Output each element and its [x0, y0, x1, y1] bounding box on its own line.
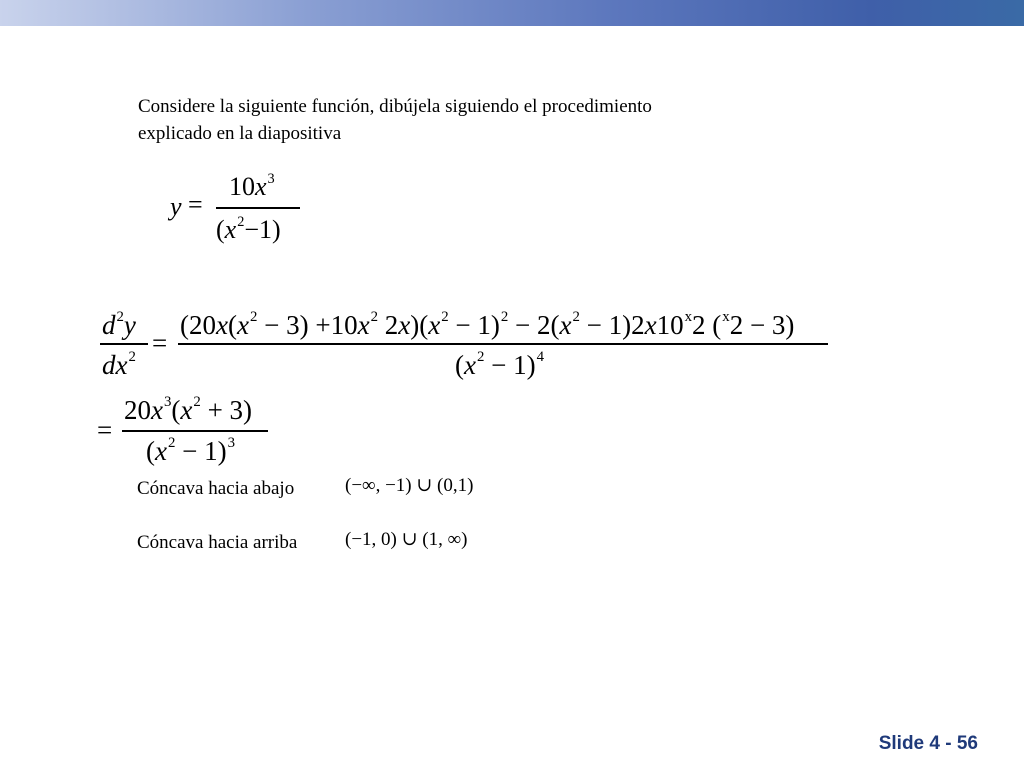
derivative-numerator: ($20x(x^2 - 3) +10x^2$ $2x)(x^2 - 1)^2 - 2(x^2 - 1)2x10^x2$ ($^x$2 − 3)	[180, 309, 795, 340]
slide-number: Slide 4 - 56	[878, 733, 978, 754]
derivative-fraction-bar	[178, 343, 828, 345]
derivative-lhs-numerator: $d^2y$	[102, 309, 136, 340]
simplified-denominator: $(x^2 - 1)^3$	[146, 435, 236, 466]
function-fraction-bar	[216, 207, 300, 209]
function-denominator: $(x^2-1)$	[216, 213, 281, 244]
simplified-equals: =	[97, 415, 113, 445]
derivative-equals: =	[152, 328, 168, 358]
function-equals: =	[188, 190, 203, 219]
concave-down-interval: (−∞, −1) ∪ (0,1)	[345, 475, 474, 496]
concave-down-label: Cóncava hacia abajo	[137, 478, 295, 499]
function-lhs: y	[170, 192, 182, 221]
concave-up-label: Cóncava hacia arriba	[137, 532, 298, 553]
instruction-text: Considere la siguiente función, dibújela siguiendo el procedimiento explicado en la diapositiva	[138, 96, 652, 144]
simplified-numerator: $20x^3(x^2 + 3)$	[124, 394, 253, 425]
derivative-lhs-bar	[100, 343, 148, 345]
simplified-fraction-bar	[122, 430, 268, 432]
derivative-lhs-denominator: $dx^2$	[102, 349, 136, 380]
concave-up-interval: (−1, 0) ∪ (1, ∞)	[345, 529, 468, 550]
derivative-denominator: $(x^2 - 1)^4$	[455, 349, 545, 380]
function-numerator: $10x^3$	[229, 170, 275, 201]
top-banner	[0, 0, 1024, 26]
